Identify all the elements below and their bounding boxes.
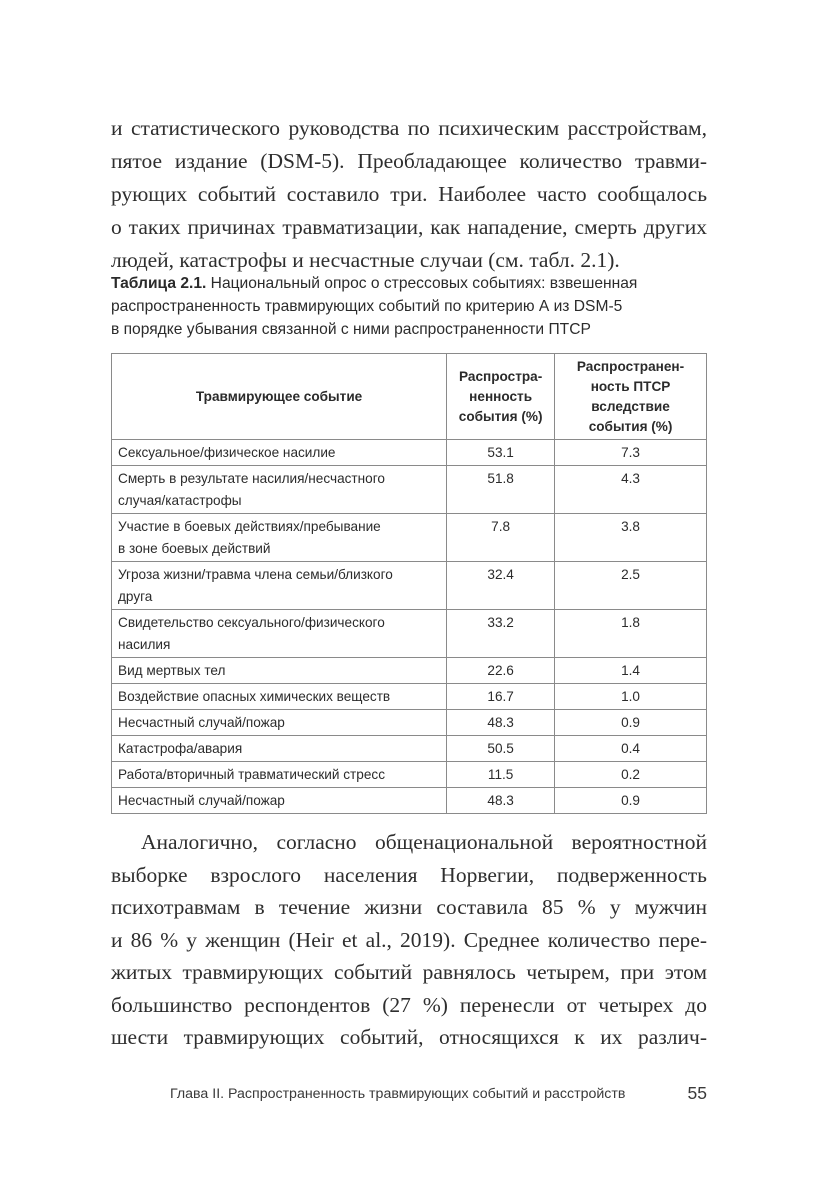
event-prevalence-cell: 51.8 [447,466,555,514]
ptsd-prevalence-cell: 1.4 [555,658,707,684]
event-prevalence-cell: 53.1 [447,440,555,466]
ptsd-prevalence-cell: 1.8 [555,610,707,658]
event-cell: Участие в боевых действиях/пребывание в зоне боевых действий [112,514,447,562]
ptsd-prevalence-cell: 1.0 [555,684,707,710]
table-row [112,466,707,514]
event-cell: Свидетельство сексуального/физического насилия [112,610,447,658]
event-cell: Угроза жизни/травма члена семьи/близкого друга [112,562,447,610]
event-cell: Несчастный случай/пожар [112,788,447,814]
caption-line: в порядке убывания связанной с ними распространенности ПТСР [111,321,591,338]
header-traumatic-event: Травмирующее событие [112,354,447,440]
text-line: житых травмирующих событий равнялось четырем, при этом [111,960,707,984]
text-line: шести травмирующих событий, относящихся к их различ- [111,1025,707,1049]
header-event-prevalence: Распростра- ненность события (%) [447,354,555,440]
event-prevalence-cell: 33.2 [447,610,555,658]
caption-label: Таблица 2.1. [111,275,207,292]
table-row [112,788,707,814]
text-line: выборке взрослого населения Норвегии, подверженность [111,862,707,887]
event-prevalence-cell: 7.8 [447,514,555,562]
table-row [112,610,707,658]
paragraph-intro [111,112,707,277]
event-cell: Смерть в результате насилия/несчастного случая/катастрофы [112,466,447,514]
text-line: людей, катастрофы и несчастные случаи (см. табл. 2.1). [111,248,620,272]
text-line: и 86 % у женщин (Heir et al., 2019). Среднее количество пере- [111,927,707,952]
table-row [112,684,707,710]
event-prevalence-cell: 11.5 [447,762,555,788]
ptsd-prevalence-cell: 3.8 [555,514,707,562]
event-cell: Воздействие опасных химических веществ [112,684,447,710]
ptsd-prevalence-cell: 7.3 [555,440,707,466]
event-cell: Работа/вторичный травматический стресс [112,762,447,788]
trauma-events-table [111,353,707,814]
text-line: о таких причинах травматизации, как нападение, смерть других [111,215,707,239]
table-caption [111,272,711,341]
running-head: Глава II. Распространенность травмирующих событий и расстройств [170,1086,626,1102]
caption-line: распространенность травмирующих событий по критерию А из DSM-5 [111,298,623,315]
header-ptsd-prevalence: Распространен- ность ПТСР вследствие события (%) [555,354,707,440]
text-line: Аналогично, согласно общенациональной вероятностной [141,830,707,854]
caption-text: Национальный опрос о стрессовых событиях: взвешенная [206,275,638,292]
event-cell: Сексуальное/физическое насилие [112,440,447,466]
ptsd-prevalence-cell: 2.5 [555,562,707,610]
table-row [112,562,707,610]
ptsd-prevalence-cell: 4.3 [555,466,707,514]
table-row [112,514,707,562]
table-header-row [112,354,707,440]
event-prevalence-cell: 32.4 [447,562,555,610]
text-line: большинство респондентов (27 %) перенесли от четырех до [111,992,707,1017]
page-number: 55 [687,1083,707,1103]
text-line: пятое издание (DSM-5). Преобладающее количество травми- [111,149,707,173]
event-prevalence-cell: 16.7 [447,684,555,710]
ptsd-prevalence-cell: 0.4 [555,736,707,762]
ptsd-prevalence-cell: 0.9 [555,788,707,814]
text-line: рующих событий составило три. Наиболее часто сообщалось [111,182,707,206]
event-prevalence-cell: 22.6 [447,658,555,684]
event-cell: Несчастный случай/пожар [112,710,447,736]
event-prevalence-cell: 48.3 [447,788,555,814]
text-line: психотравмам в течение жизни составила 85 % у мужчин [111,895,707,919]
event-cell: Катастрофа/авария [112,736,447,762]
event-cell: Вид мертвых тел [112,658,447,684]
event-prevalence-cell: 48.3 [447,710,555,736]
table-row [112,440,707,466]
event-prevalence-cell: 50.5 [447,736,555,762]
table-row [112,658,707,684]
table-row [112,710,707,736]
table-row [112,736,707,762]
text-line: и статистического руководства по психическим расстройствам, [111,116,707,140]
paragraph-norway [111,826,707,1054]
ptsd-prevalence-cell: 0.9 [555,710,707,736]
caption-line [111,272,711,295]
table-row [112,762,707,788]
ptsd-prevalence-cell: 0.2 [555,762,707,788]
